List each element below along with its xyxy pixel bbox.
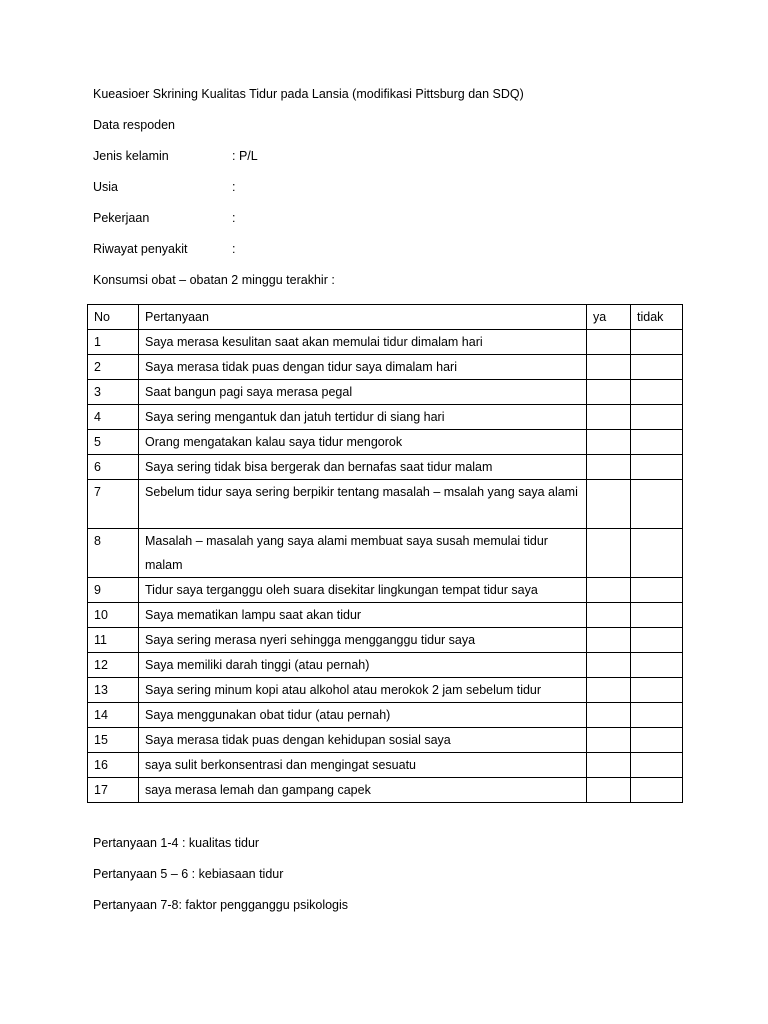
row-number: 3 xyxy=(88,380,139,405)
row-number: 1 xyxy=(88,330,139,355)
row-number: 7 xyxy=(88,480,139,529)
answer-no-cell[interactable] xyxy=(631,455,683,480)
section-heading: Data respoden xyxy=(93,118,176,132)
answer-yes-cell[interactable] xyxy=(587,653,631,678)
header-yes: ya xyxy=(587,305,631,330)
header-no: No xyxy=(88,305,139,330)
row-question: Saat bangun pagi saya merasa pegal xyxy=(139,380,587,405)
table-row xyxy=(88,628,683,653)
answer-no-cell[interactable] xyxy=(631,529,683,578)
field-medical-history xyxy=(93,242,235,256)
row-question: Saya merasa tidak puas dengan tidur saya dimalam hari xyxy=(139,355,587,380)
field-gender xyxy=(93,149,258,163)
row-number: 16 xyxy=(88,753,139,778)
row-question: Saya sering minum kopi atau alkohol atau merokok 2 jam sebelum tidur xyxy=(139,678,587,703)
answer-no-cell[interactable] xyxy=(631,355,683,380)
row-question: Saya sering mengantuk dan jatuh tertidur di siang hari xyxy=(139,405,587,430)
row-number: 17 xyxy=(88,778,139,803)
row-question: saya sulit berkonsentrasi dan mengingat sesuatu xyxy=(139,753,587,778)
row-question: Masalah – masalah yang saya alami membuat saya susah memulai tidur malam xyxy=(139,529,587,578)
answer-yes-cell[interactable] xyxy=(587,578,631,603)
answer-yes-cell[interactable] xyxy=(587,480,631,529)
field-value: : P/L xyxy=(232,149,258,163)
answer-no-cell[interactable] xyxy=(631,405,683,430)
answer-no-cell[interactable] xyxy=(631,653,683,678)
row-question: Saya merasa tidak puas dengan kehidupan sosial saya xyxy=(139,728,587,753)
answer-yes-cell[interactable] xyxy=(587,603,631,628)
answer-no-cell[interactable] xyxy=(631,728,683,753)
table-row xyxy=(88,578,683,603)
answer-yes-cell[interactable] xyxy=(587,778,631,803)
row-question: Saya sering tidak bisa bergerak dan bernafas saat tidur malam xyxy=(139,455,587,480)
answer-yes-cell[interactable] xyxy=(587,330,631,355)
answer-yes-cell[interactable] xyxy=(587,430,631,455)
row-number: 15 xyxy=(88,728,139,753)
row-question: Saya sering merasa nyeri sehingga mengganggu tidur saya xyxy=(139,628,587,653)
answer-no-cell[interactable] xyxy=(631,603,683,628)
answer-no-cell[interactable] xyxy=(631,678,683,703)
answer-no-cell[interactable] xyxy=(631,628,683,653)
answer-no-cell[interactable] xyxy=(631,703,683,728)
answer-no-cell[interactable] xyxy=(631,480,683,529)
document-title: Kueasioer Skrining Kualitas Tidur pada Lansia (modifikasi Pittsburg dan SDQ) xyxy=(93,87,524,101)
field-age xyxy=(93,180,235,194)
table-row xyxy=(88,330,683,355)
row-question: Tidur saya terganggu oleh suara disekitar lingkungan tempat tidur saya xyxy=(139,578,587,603)
row-number: 4 xyxy=(88,405,139,430)
table-row xyxy=(88,455,683,480)
answer-yes-cell[interactable] xyxy=(587,753,631,778)
table-row xyxy=(88,355,683,380)
field-value: : xyxy=(232,211,236,225)
table-row xyxy=(88,405,683,430)
field-value: : xyxy=(232,180,236,194)
row-number: 5 xyxy=(88,430,139,455)
answer-no-cell[interactable] xyxy=(631,778,683,803)
note-psychological-factors: Pertanyaan 7-8: faktor pengganggu psikologis xyxy=(93,898,349,912)
table-row xyxy=(88,703,683,728)
medication-line: Konsumsi obat – obatan 2 minggu terakhir : xyxy=(93,273,335,287)
row-question: Saya memiliki darah tinggi (atau pernah) xyxy=(139,653,587,678)
answer-yes-cell[interactable] xyxy=(587,703,631,728)
row-question: Orang mengatakan kalau saya tidur mengorok xyxy=(139,430,587,455)
answer-yes-cell[interactable] xyxy=(587,628,631,653)
header-no-answer: tidak xyxy=(631,305,683,330)
field-label: Pekerjaan xyxy=(93,211,150,225)
field-label: Usia xyxy=(93,180,119,194)
row-number: 8 xyxy=(88,529,139,578)
field-occupation xyxy=(93,211,235,225)
table-row xyxy=(88,728,683,753)
field-label: Riwayat penyakit xyxy=(93,242,188,256)
answer-yes-cell[interactable] xyxy=(587,728,631,753)
table-row xyxy=(88,778,683,803)
answer-yes-cell[interactable] xyxy=(587,529,631,578)
row-number: 6 xyxy=(88,455,139,480)
table-row xyxy=(88,480,683,529)
row-question: Sebelum tidur saya sering berpikir tentang masalah – msalah yang saya alami xyxy=(139,480,587,529)
answer-yes-cell[interactable] xyxy=(587,678,631,703)
note-sleep-quality: Pertanyaan 1-4 : kualitas tidur xyxy=(93,836,260,850)
answer-no-cell[interactable] xyxy=(631,380,683,405)
row-question: Saya merasa kesulitan saat akan memulai tidur dimalam hari xyxy=(139,330,587,355)
field-label: Jenis kelamin xyxy=(93,149,169,163)
row-number: 12 xyxy=(88,653,139,678)
row-number: 9 xyxy=(88,578,139,603)
answer-yes-cell[interactable] xyxy=(587,355,631,380)
row-number: 14 xyxy=(88,703,139,728)
answer-no-cell[interactable] xyxy=(631,578,683,603)
table-row xyxy=(88,529,683,578)
row-question: Saya mematikan lampu saat akan tidur xyxy=(139,603,587,628)
table-header-row xyxy=(88,305,683,330)
answer-no-cell[interactable] xyxy=(631,753,683,778)
row-question: saya merasa lemah dan gampang capek xyxy=(139,778,587,803)
answer-yes-cell[interactable] xyxy=(587,405,631,430)
row-number: 13 xyxy=(88,678,139,703)
row-question: Saya menggunakan obat tidur (atau pernah) xyxy=(139,703,587,728)
questionnaire-table xyxy=(87,304,683,803)
table-row xyxy=(88,430,683,455)
answer-yes-cell[interactable] xyxy=(587,455,631,480)
answer-yes-cell[interactable] xyxy=(587,380,631,405)
row-number: 10 xyxy=(88,603,139,628)
row-number: 11 xyxy=(88,628,139,653)
table-row xyxy=(88,380,683,405)
answer-no-cell[interactable] xyxy=(631,330,683,355)
answer-no-cell[interactable] xyxy=(631,430,683,455)
table-row xyxy=(88,653,683,678)
header-question: Pertanyaan xyxy=(139,305,587,330)
table-row xyxy=(88,753,683,778)
note-sleep-habits: Pertanyaan 5 – 6 : kebiasaan tidur xyxy=(93,867,284,881)
table-row xyxy=(88,678,683,703)
table-row xyxy=(88,603,683,628)
row-number: 2 xyxy=(88,355,139,380)
field-value: : xyxy=(232,242,236,256)
